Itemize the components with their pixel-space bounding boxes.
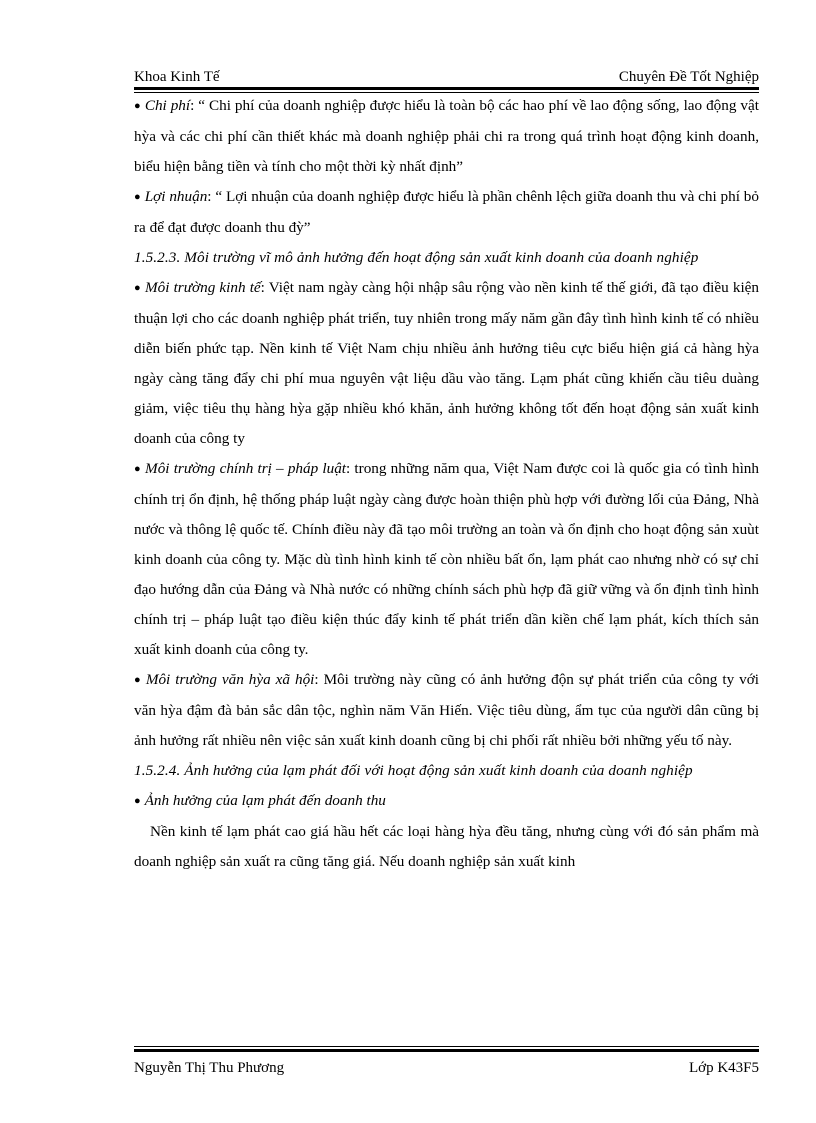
term-van-hoa: Môi trường văn hỳa xã hội: [145, 671, 315, 688]
term-loi-nhuan: Lợi nhuận: [144, 188, 208, 205]
text-chinh-tri: : trong những năm qua, Việt Nam được coi là quốc gia có tình hình chính trị ổn định, hệ thống pháp luật ngày càng được hoàn thiện phù hợp với đường lối của Đảng, Nhà nước và thông lệ quốc tế. Chính điều này đã tạo môi trường an toàn và ổn định cho hoạt động sản xuùt kinh doanh của công ty. Mặc dù tình hình kinh tế còn nhiều bất ổn, lạm phát cao nhưng nhờ có sự chỉ đạo hướng dẫn của Đảng và Nhà nước có những chính sách phù hợp đã giữ vững và ổn định tình hình chính trị – pháp luật tạo điều kiện thúc đẩy kinh tế phát triển dần kiền chế lạm phát, kích thích sản xuất kinh doanh của công ty.: [134, 460, 759, 658]
paragraph-lam-phat-doanh-thu: Nền kinh tế lạm phát cao giá hầu hết các loại hàng hỳa đều tăng, nhưng cùng với đó sản phẩm mà doanh nghiệp sản xuất ra cũng tăng giá. Nếu doanh nghiệp sản xuất kinh: [134, 823, 759, 870]
text-chi-phi: : “ Chi phí của doanh nghiệp được hiểu là toàn bộ các hao phí về lao động sống, lao động vật hỳa và các chi phí cần thiết khác mà doanh nghiệp phải chi ra trong quá trình hoạt động kinh doanh, biểu hiện bằng tiền và tính cho một thời kỳ nhất định”: [134, 97, 759, 175]
sub-heading-doanh-thu: [134, 786, 759, 817]
sub-heading-text: Ảnh hưởng của lạm phát đến doanh thu: [144, 792, 386, 809]
paragraph-moi-truong-van-hoa: [134, 665, 759, 756]
paragraph-moi-truong-chinh-tri: [134, 454, 759, 665]
section-heading-1-5-2-3: 1.5.2.3. Môi trường vĩ mô ảnh hưởng đến hoạt động sản xuất kinh doanh của doanh nghiệp: [134, 249, 699, 266]
page-header: [134, 66, 759, 88]
bullet-icon: ●: [134, 674, 142, 686]
text-van-hoa: : Môi trường này cũng có ảnh hưởng độn sự phát triển của công ty với văn hỳa đậm đà bản sắc dân tộc, nghìn năm Văn Hiến. Việc tiêu dùng, ẩm tục của người dân cũng bị ảnh hưởng rất nhiều nên việc sản xuất kinh doanh cũng bị chi phối rất nhiều bởi những yếu tố này.: [134, 671, 759, 749]
bullet-icon: ●: [134, 191, 141, 203]
footer-rule-thick: [134, 1049, 759, 1052]
text-kinh-te: : Việt nam ngày càng hội nhập sâu rộng vào nền kinh tế thế giới, đã tạo điều kiện thuận lợi cho các doanh nghiệp phát triển, tuy nhiên trong mấy năm gần đây tình hình kinh tế có nhiều diễn biến phức tạp. Nền kinh tế Việt Nam chịu nhiều ảnh hưởng tiêu cực biểu hiện giá cả hàng hỳa ngày càng tăng đẩy chi phí mua nguyên vật liệu dầu vào tăng. Lạm phát cũng khiến cầu tiêu duàng giảm, việc tiêu thụ hàng hỳa gặp nhiều khó khăn, ảnh hưởng không tốt đến hoạt động sản xuất kinh doanh của công ty: [134, 279, 760, 447]
text-loi-nhuan: : “ Lợi nhuận của doanh nghiệp được hiểu là phần chênh lệch giữa doanh thu và chi phí bỏ ra để đạt được doanh thu đỳ”: [134, 188, 759, 236]
bullet-icon: ●: [134, 282, 141, 294]
header-faculty: Khoa Kinh Tế: [134, 69, 220, 85]
bullet-icon: ●: [134, 100, 141, 112]
term-kinh-te: Môi trường kinh tế: [144, 279, 261, 296]
paragraph-loi-nhuan: [134, 182, 759, 243]
page-footer: [134, 1057, 759, 1079]
bullet-icon: ●: [134, 795, 141, 807]
footer-author: Nguyễn Thị Thu Phương: [134, 1060, 285, 1076]
term-chi-phi: Chi phí: [144, 97, 191, 114]
paragraph-chi-phi: [134, 91, 759, 182]
section-heading-1-5-2-4: 1.5.2.4. Ảnh hưởng của lạm phát đối với hoạt động sản xuất kinh doanh của doanh nghiệp: [134, 762, 693, 779]
document-body: [134, 91, 759, 877]
header-rule-thick: [134, 87, 759, 90]
bullet-icon: ●: [134, 463, 142, 475]
paragraph-moi-truong-kinh-te: [134, 273, 759, 454]
footer-class: Lớp K43F5: [688, 1060, 759, 1076]
footer-rule-thin: [134, 1046, 759, 1047]
header-doc-title: Chuyên Đề Tốt Nghiệp: [618, 69, 759, 85]
term-chinh-tri: Môi trường chính trị – pháp luật: [145, 460, 347, 477]
